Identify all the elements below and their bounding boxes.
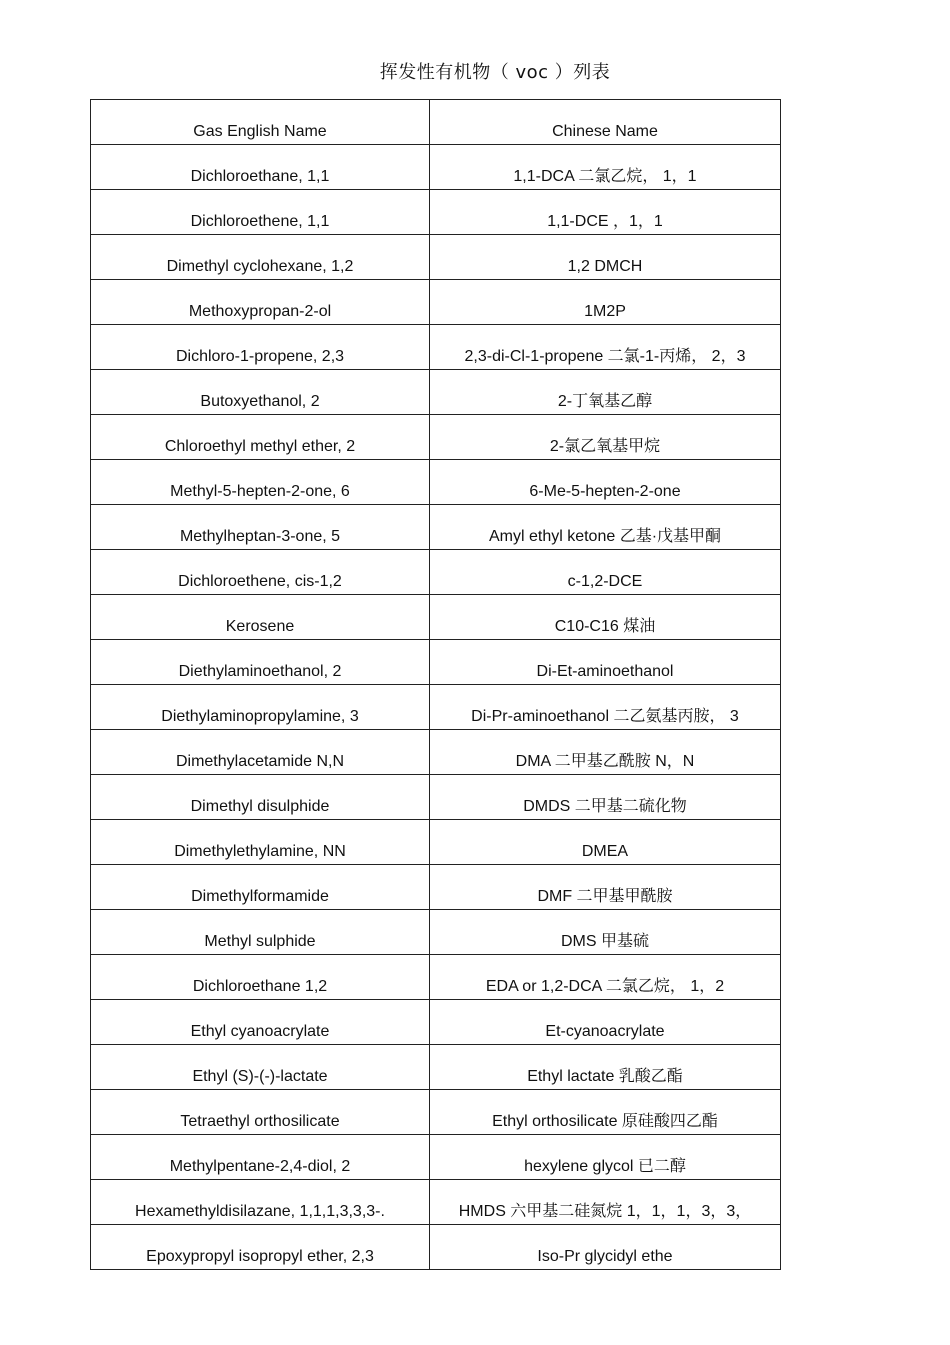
english-name-cell: Hexamethyldisilazane, 1,1,1,3,3,3-. — [91, 1180, 430, 1225]
chinese-name-cell: EDA or 1,2-DCA 二氯乙烷， 1，2 — [430, 955, 781, 1000]
table-header-row — [91, 100, 781, 145]
english-name-cell: Kerosene — [91, 595, 430, 640]
chinese-name-cell: 1,2 DMCH — [430, 235, 781, 280]
chinese-name-cell: DMA 二甲基乙酰胺 N，N — [430, 730, 781, 775]
chinese-name-cell: Di-Pr-aminoethanol 二乙氨基丙胺， 3 — [430, 685, 781, 730]
english-name-cell: Diethylaminopropylamine, 3 — [91, 685, 430, 730]
english-name-cell: Chloroethyl methyl ether, 2 — [91, 415, 430, 460]
table-row — [91, 955, 781, 1000]
english-name-cell: Dichloroethene, 1,1 — [91, 190, 430, 235]
chinese-name-cell: C10-C16 煤油 — [430, 595, 781, 640]
english-name-cell: Diethylaminoethanol, 2 — [91, 640, 430, 685]
chinese-name-cell: 6-Me-5-hepten-2-one — [430, 460, 781, 505]
english-name-cell: Methyl-5-hepten-2-one, 6 — [91, 460, 430, 505]
chinese-name-cell: Amyl ethyl ketone 乙基·戊基甲酮 — [430, 505, 781, 550]
english-name-cell: Dimethyl cyclohexane, 1,2 — [91, 235, 430, 280]
english-name-cell: Dichloroethane 1,2 — [91, 955, 430, 1000]
table-row — [91, 280, 781, 325]
table-row — [91, 1090, 781, 1135]
english-name-cell: Methylheptan-3-one, 5 — [91, 505, 430, 550]
table-row — [91, 910, 781, 955]
table-row — [91, 1135, 781, 1180]
english-name-cell: Epoxypropyl isopropyl ether, 2,3 — [91, 1225, 430, 1270]
english-name-cell: Tetraethyl orthosilicate — [91, 1090, 430, 1135]
table-row — [91, 775, 781, 820]
chinese-name-cell: DMF 二甲基甲酰胺 — [430, 865, 781, 910]
chinese-name-cell: 1,1-DCE ，1，1 — [430, 190, 781, 235]
table-row — [91, 415, 781, 460]
table-row — [91, 370, 781, 415]
table-row — [91, 325, 781, 370]
voc-table — [90, 99, 781, 1270]
chinese-name-cell: Et-cyanoacrylate — [430, 1000, 781, 1045]
chinese-name-cell: Di-Et-aminoethanol — [430, 640, 781, 685]
english-name-cell: Dimethyl disulphide — [91, 775, 430, 820]
table-row — [91, 1000, 781, 1045]
english-name-cell: Ethyl (S)-(-)-lactate — [91, 1045, 430, 1090]
english-name-cell: Dichloroethane, 1,1 — [91, 145, 430, 190]
english-name-cell: Methylpentane-2,4-diol, 2 — [91, 1135, 430, 1180]
table-row — [91, 145, 781, 190]
chinese-name-cell: Iso-Pr glycidyl ethe — [430, 1225, 781, 1270]
table-row — [91, 685, 781, 730]
document-title: 挥发性有机物（ voc ）列表 — [379, 62, 611, 83]
chinese-name-cell: 2-氯乙氧基甲烷 — [430, 415, 781, 460]
table-row — [91, 550, 781, 595]
chinese-name-cell: hexylene glycol 已二醇 — [430, 1135, 781, 1180]
table-row — [91, 595, 781, 640]
table-row — [91, 820, 781, 865]
english-name-cell: Dichloro-1-propene, 2,3 — [91, 325, 430, 370]
english-name-cell: Dichloroethene, cis-1,2 — [91, 550, 430, 595]
table-row — [91, 730, 781, 775]
chinese-name-cell: DMS 甲基硫 — [430, 910, 781, 955]
english-name-cell: Butoxyethanol, 2 — [91, 370, 430, 415]
english-name-cell: Dimethylformamide — [91, 865, 430, 910]
table-row — [91, 1225, 781, 1270]
english-name-cell: Dimethylacetamide N,N — [91, 730, 430, 775]
header-chinese-name: Chinese Name — [430, 100, 781, 145]
table-row — [91, 865, 781, 910]
table-row — [91, 190, 781, 235]
table-row — [91, 1045, 781, 1090]
chinese-name-cell: Ethyl orthosilicate 原硅酸四乙酯 — [430, 1090, 781, 1135]
table-row — [91, 1180, 781, 1225]
chinese-name-cell: 1M2P — [430, 280, 781, 325]
chinese-name-cell: 2-丁氧基乙醇 — [430, 370, 781, 415]
chinese-name-cell: Ethyl lactate 乳酸乙酯 — [430, 1045, 781, 1090]
chinese-name-cell: c-1,2-DCE — [430, 550, 781, 595]
english-name-cell: Methyl sulphide — [91, 910, 430, 955]
table-row — [91, 505, 781, 550]
table-row — [91, 460, 781, 505]
english-name-cell: Dimethylethylamine, NN — [91, 820, 430, 865]
chinese-name-cell: 2,3-di-Cl-1-propene 二氯-1-丙烯， 2，3 — [430, 325, 781, 370]
english-name-cell: Methoxypropan-2-ol — [91, 280, 430, 325]
chinese-name-cell: 1,1-DCA 二氯乙烷， 1，1 — [430, 145, 781, 190]
chinese-name-cell: DMEA — [430, 820, 781, 865]
english-name-cell: Ethyl cyanoacrylate — [91, 1000, 430, 1045]
header-english-name: Gas English Name — [91, 100, 430, 145]
table-row — [91, 235, 781, 280]
chinese-name-cell: DMDS 二甲基二硫化物 — [430, 775, 781, 820]
chinese-name-cell: HMDS 六甲基二硅氮烷 1，1，1，3，3， — [430, 1180, 781, 1225]
table-row — [91, 640, 781, 685]
